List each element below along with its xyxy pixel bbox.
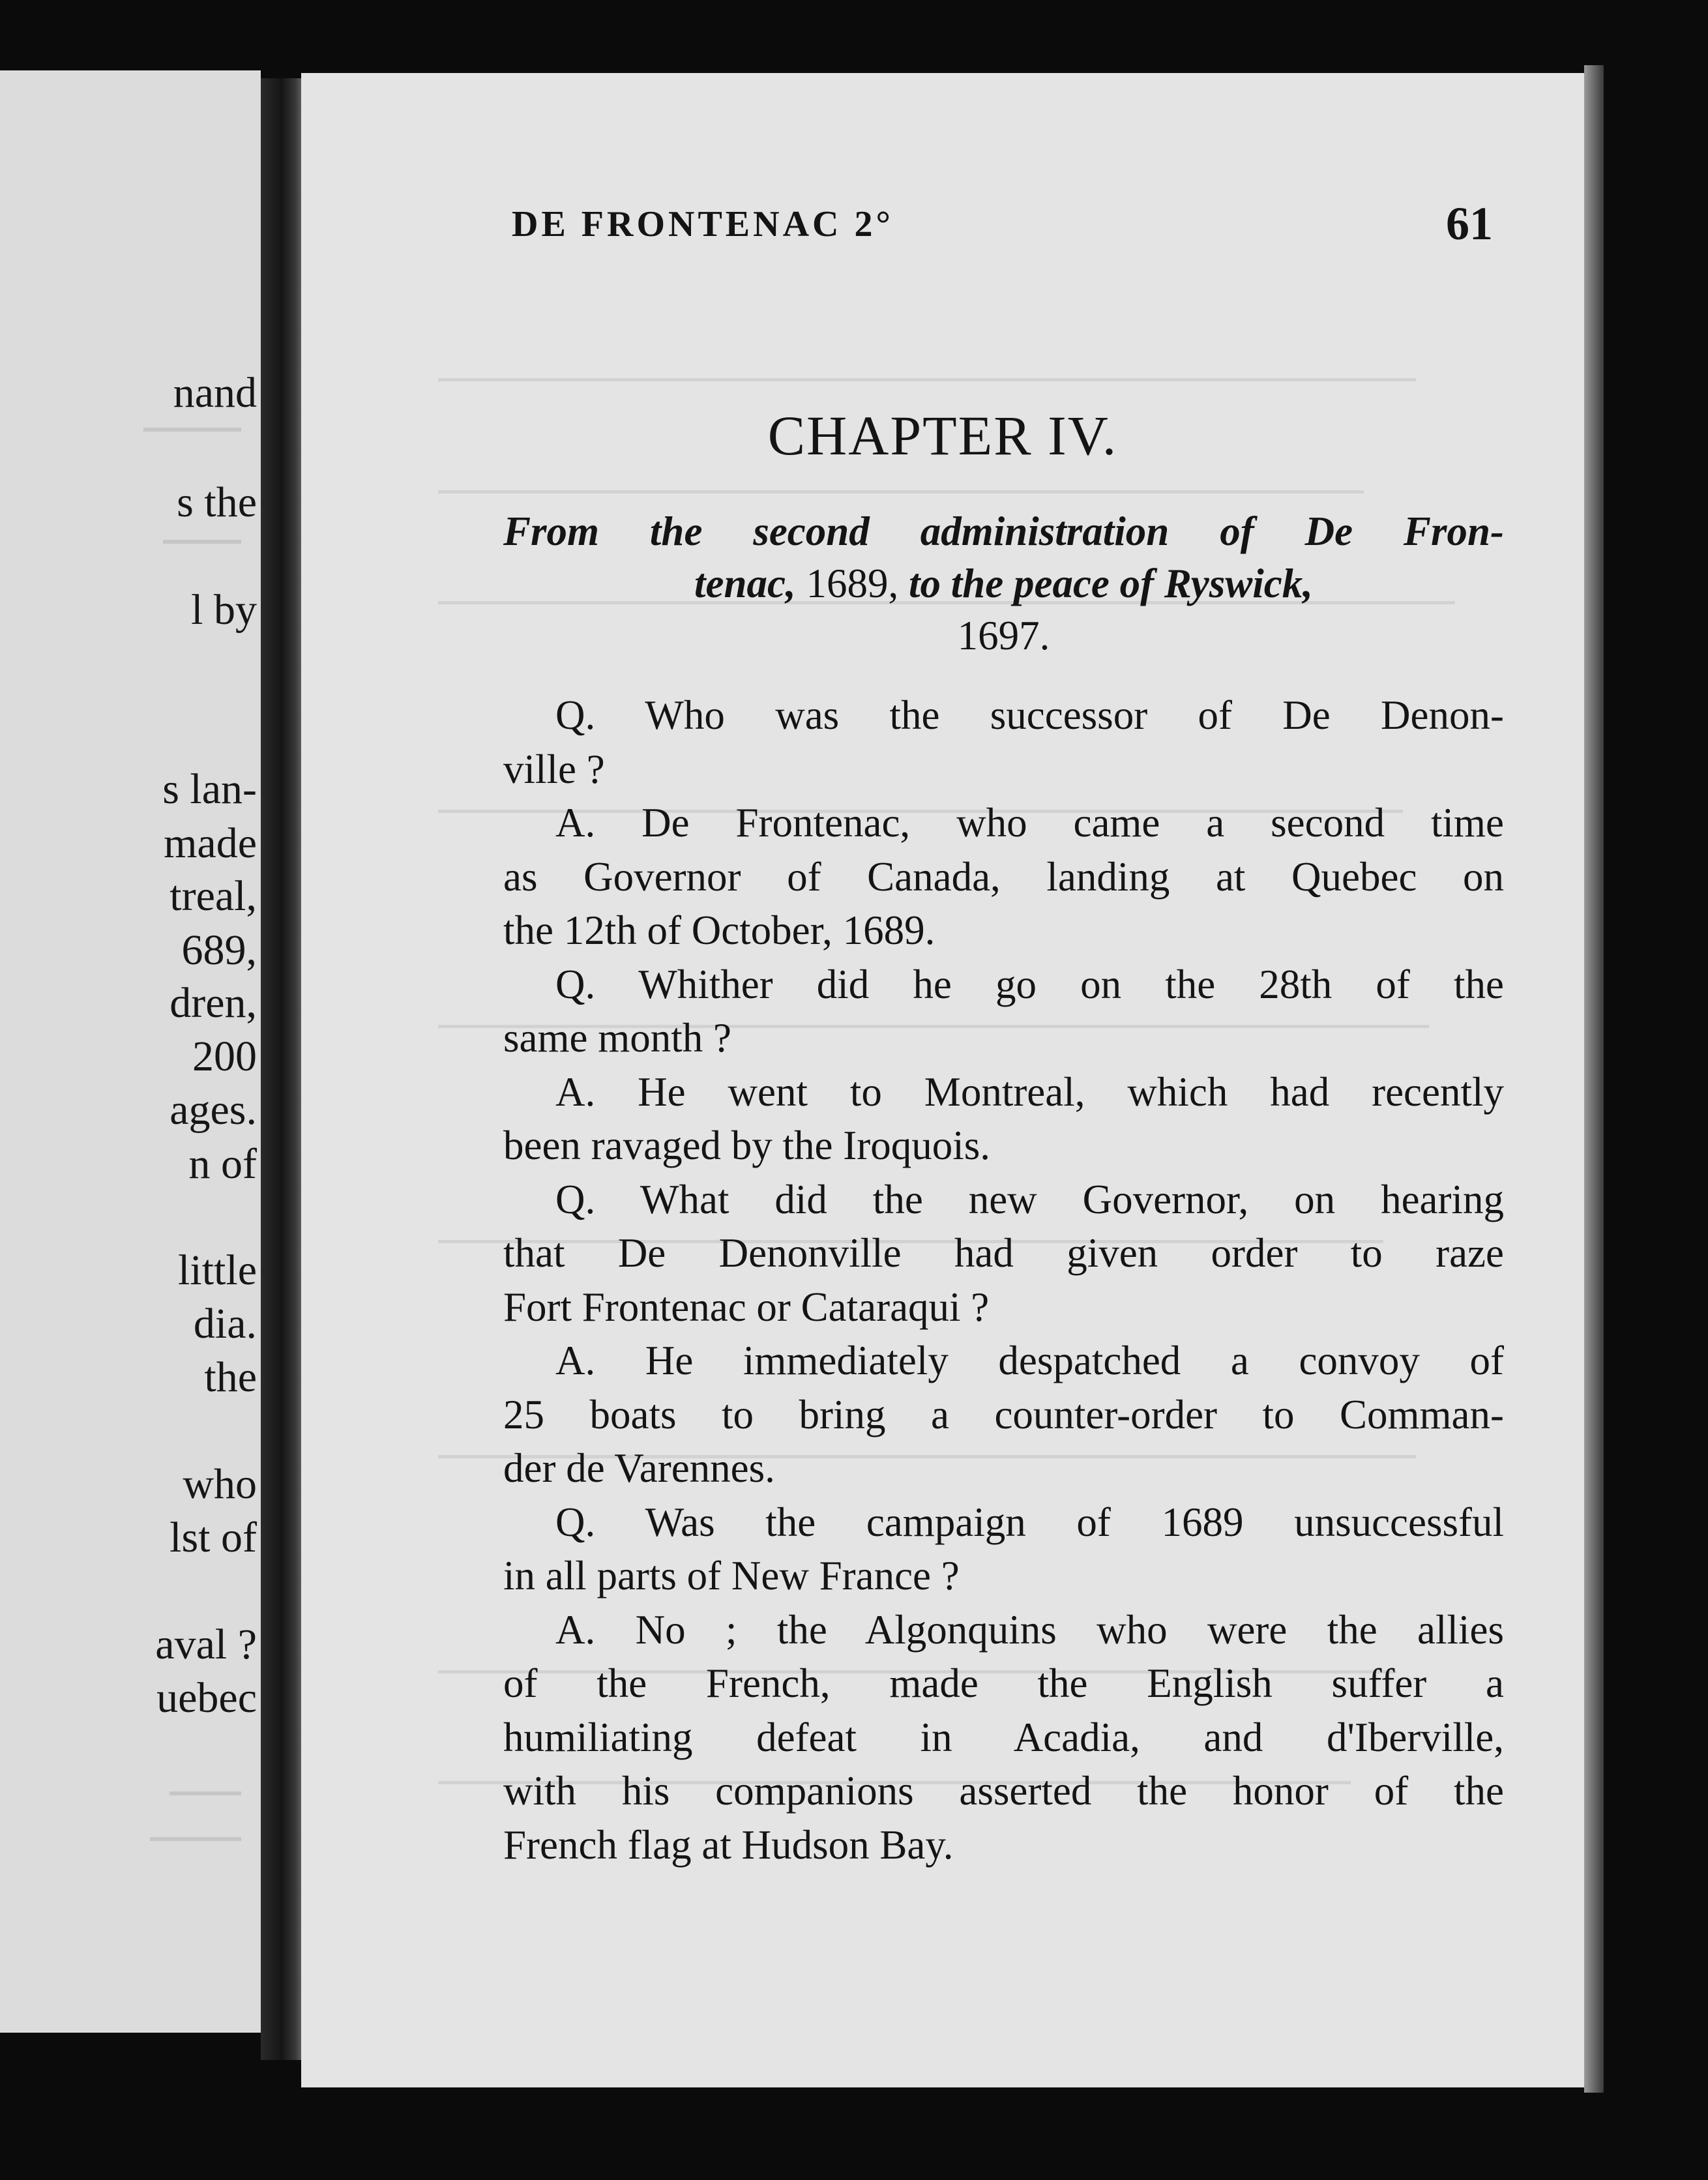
- left-fragment: s lan-: [162, 765, 257, 813]
- left-fragment: little: [178, 1246, 257, 1294]
- question-line: Q. Whither did he go on the 28th of the: [555, 961, 1504, 1007]
- answer-line: A. De Frontenac, who came a second time: [555, 800, 1504, 846]
- text-line: Fort Frontenac or Cataraqui ?: [503, 1284, 990, 1330]
- text-line: 25 boats to bring a counter-order to Comman-: [503, 1391, 1504, 1437]
- left-fragment: uebec: [156, 1674, 257, 1722]
- previous-page-fragment: [0, 70, 261, 2033]
- left-fragment: s the: [177, 479, 257, 526]
- running-head: DE FRONTENAC 2°: [512, 204, 894, 244]
- question-line: Q. Was the campaign of 1689 unsuccessful: [555, 1499, 1504, 1545]
- chapter-title: CHAPTER IV.: [767, 404, 1118, 467]
- summary-text: to the peace of Ryswick,: [908, 561, 1313, 606]
- summary-year: 1689,: [806, 561, 899, 606]
- question-line: Q. What did the new Governor, on hearing: [555, 1176, 1504, 1222]
- text-line: ville ?: [503, 746, 605, 792]
- text-line: in all parts of New France ?: [503, 1553, 960, 1598]
- summary-line: [503, 557, 1504, 610]
- text-line: that De Denonville had given order to raze: [503, 1230, 1504, 1276]
- left-fragment: n of: [188, 1140, 257, 1188]
- chapter-summary: [503, 505, 1504, 662]
- summary-line: From the second administration of De Fron-: [503, 508, 1504, 554]
- left-fragment: the: [204, 1353, 257, 1401]
- left-fragment: 689,: [181, 926, 257, 974]
- left-fragment: dren,: [169, 979, 257, 1027]
- left-fragment: dia.: [193, 1300, 257, 1348]
- left-fragment: aval ?: [155, 1621, 257, 1668]
- summary-text: tenac,: [694, 561, 796, 606]
- page-number: 61: [1446, 198, 1493, 250]
- left-fragment: nand: [173, 369, 257, 417]
- text-line: the 12th of October, 1689.: [503, 907, 935, 953]
- catechism-body: [503, 688, 1504, 1872]
- answer-line: A. He went to Montreal, which had recently: [555, 1068, 1504, 1115]
- left-fragment: treal,: [169, 872, 257, 920]
- left-fragment: ages.: [169, 1086, 257, 1134]
- summary-year: 1697.: [957, 613, 1050, 658]
- text-line: with his companions asserted the honor of the: [503, 1768, 1504, 1814]
- answer-line: A. No ; the Algonquins who were the allies: [555, 1606, 1504, 1653]
- text-line: same month ?: [503, 1015, 731, 1061]
- text-line: been ravaged by the Iroquois.: [503, 1123, 990, 1168]
- question-line: Q. Who was the successor of De Denon-: [555, 692, 1504, 738]
- text-line: of the French, made the English suffer a: [503, 1660, 1504, 1706]
- left-fragment: l by: [191, 586, 257, 634]
- left-fragment: 200: [192, 1033, 257, 1080]
- text-line: der de Varennes.: [503, 1445, 775, 1491]
- text-line: humiliating defeat in Acadia, and d'Iberville,: [503, 1714, 1504, 1760]
- answer-line: A. He immediately despatched a convoy of: [555, 1338, 1504, 1383]
- left-fragment: who: [183, 1460, 257, 1508]
- page-edge: [1584, 65, 1604, 2093]
- left-fragment: made: [164, 819, 257, 867]
- text-line: as Governor of Canada, landing at Quebec on: [503, 853, 1504, 900]
- left-fragment: lst of: [169, 1514, 257, 1561]
- text-line: French flag at Hudson Bay.: [503, 1821, 954, 1868]
